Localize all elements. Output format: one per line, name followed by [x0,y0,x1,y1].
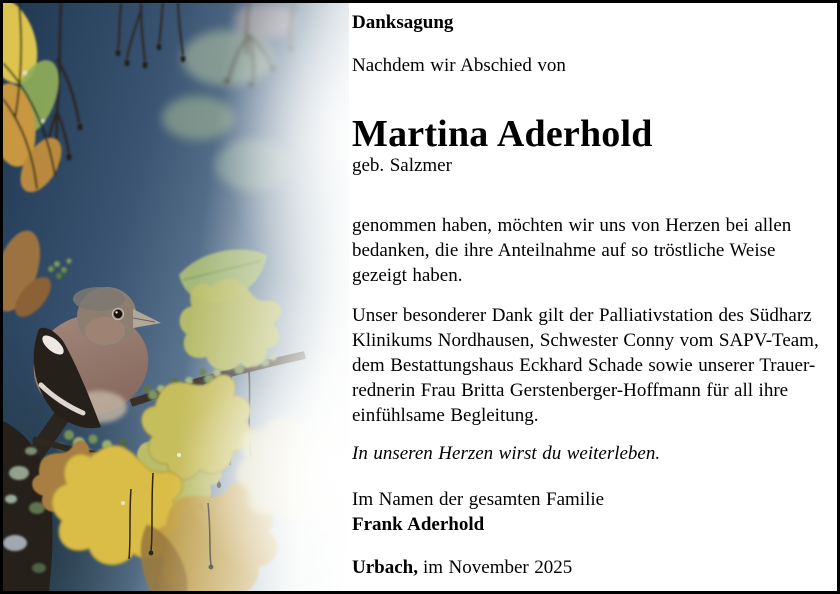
notice-type-heading: Danksagung [352,12,454,33]
special-thanks-line: dem Bestattungshaus Eckhard Schade sowie unserer Trauer- [352,355,816,376]
thanks-paragraph [352,213,791,288]
special-thanks-paragraph [352,303,819,428]
thanks-paragraph-line: bedanken, die ihre Anteilnahme auf so tröstliche Weise [352,240,776,261]
deceased-name: Martina Aderhold [352,113,653,155]
thanks-paragraph-line: genommen haben, möchten wir uns von Herzen bei allen [352,215,792,236]
special-thanks-line: rednerin Frau Britta Gerstenberger-Hoffmann für all ihre [352,380,789,401]
place-date-line [352,555,572,580]
notice-text [352,3,831,591]
thanks-paragraph-line: gezeigt haben. [352,265,463,286]
memorial-quote: In unseren Herzen wirst du weiterleben. [352,443,661,464]
date: im November 2025 [422,557,573,578]
intro-line: Nachdem wir Abschied von [352,55,566,76]
closing-line: Im Namen der gesamten Familie [352,489,605,510]
special-thanks-line: einfühlsame Begleitung. [352,405,539,426]
place: Urbach, [352,557,418,578]
closing-block [352,487,604,537]
signature-name: Frank Aderhold [352,514,485,535]
birth-name: geb. Salzmer [352,155,452,176]
special-thanks-line: Klinikums Nordhausen, Schwester Conny vom SAPV-Team, [352,330,819,351]
memorial-photo [3,3,349,591]
bird-eye [114,310,122,318]
memorial-photo-illustration [3,3,349,591]
special-thanks-line: Unser besonderer Dank gilt der Palliativstation des Südharz [352,305,812,326]
